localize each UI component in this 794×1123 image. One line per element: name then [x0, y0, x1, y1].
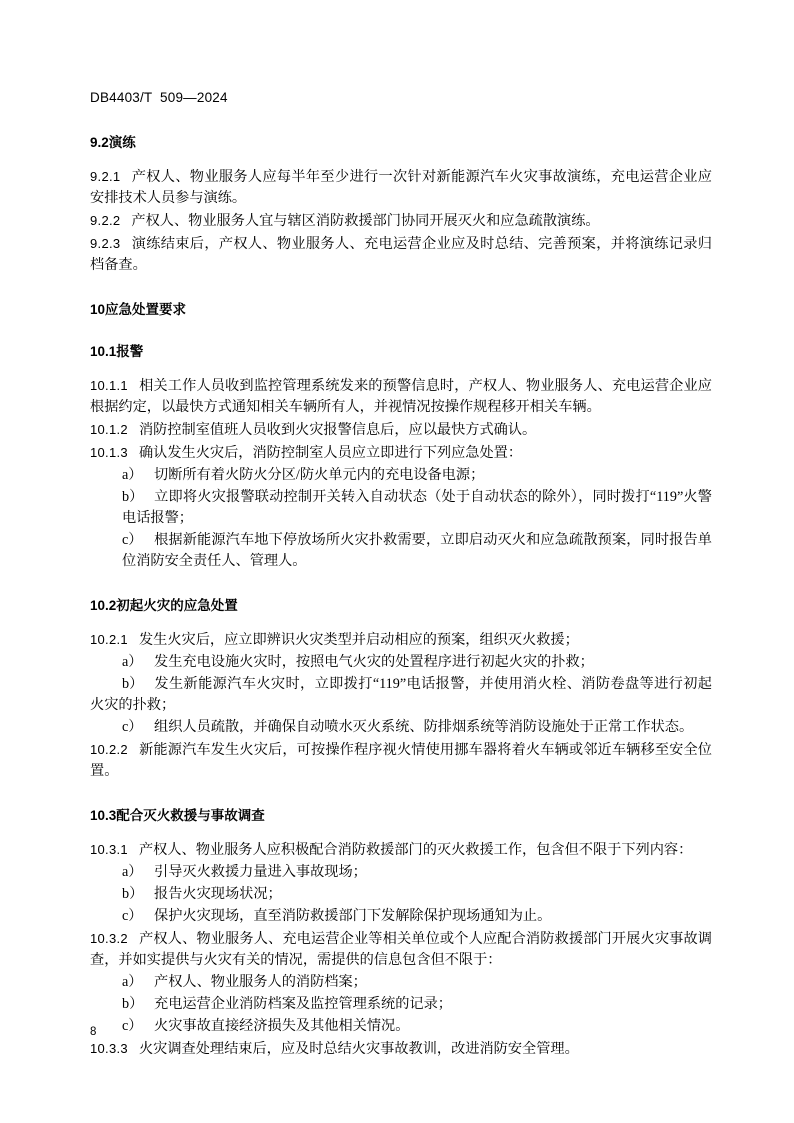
list-marker-a: a）	[122, 974, 143, 990]
list-marker-c: c）	[122, 1018, 143, 1034]
clause-9-2-2	[90, 210, 712, 232]
clause-10-3-2-text: 产权人、物业服务人、充电运营企业等相关单位或个人应配合消防救援部门开展火灾事故调查，并如实提供与火灾有关的情况，需提供的信息包含但不限于：	[90, 931, 712, 968]
clause-9-2-3-text: 演练结束后，产权人、物业服务人、充电运营企业应及时总结、完善预案，并将演练记录归档备查。	[90, 236, 712, 273]
clause-9-2-1	[90, 166, 712, 209]
clause-10-3-3-number: 10.3.3	[90, 1041, 128, 1056]
heading-10-2-number: 10.2	[90, 598, 117, 613]
clause-9-2-1-text: 产权人、物业服务人应每半年至少进行一次针对新能源汽车火灾事故演练，充电运营企业应安排技术人员参与演练。	[90, 169, 712, 206]
clause-10-1-2-text: 消防控制室值班人员收到火灾报警信息后，应以最快方式确认。	[138, 422, 537, 438]
list-item-text: 发生充电设施火灾时，按照电气火灾的处置程序进行初起火灾的扑救；	[154, 654, 594, 670]
list-marker-c: c）	[122, 908, 143, 924]
clause-10-3-3-text: 火灾调查处理结束后，应及时总结火灾事故教训，改进消防安全管理。	[138, 1041, 579, 1057]
clause-9-2-1-number: 9.2.1	[90, 169, 121, 184]
clause-10-2-2-number: 10.2.2	[90, 742, 128, 757]
clause-10-3-1	[90, 839, 712, 861]
clause-9-2-2-number: 9.2.2	[90, 213, 121, 228]
list-item-text: 保护火灾现场，直至消防救援部门下发解除保护现场通知为止。	[154, 908, 552, 924]
heading-10-3	[90, 804, 712, 824]
clause-10-3-2	[90, 928, 712, 971]
clause-10-1-1	[90, 375, 712, 418]
clause-10-1-3-number: 10.1.3	[90, 445, 128, 460]
list-item	[90, 717, 712, 738]
heading-10	[90, 298, 712, 318]
list-marker-c: c）	[122, 532, 143, 548]
list-item	[90, 487, 712, 529]
clause-10-1-2	[90, 419, 712, 441]
heading-10-2	[90, 594, 712, 614]
heading-10-1-number: 10.1	[90, 344, 117, 359]
heading-10-title: 应急处置要求	[105, 302, 187, 317]
page-number: 8	[90, 1026, 97, 1038]
clause-10-1-2-number: 10.1.2	[90, 422, 128, 437]
list-item	[90, 652, 712, 673]
document-header: DB4403/T 509—2024	[90, 90, 228, 105]
clause-9-2-2-text: 产权人、物业服务人宜与辖区消防救援部门协同开展灭火和应急疏散演练。	[131, 213, 600, 229]
list-marker-a: a）	[122, 654, 143, 670]
heading-10-number: 10	[90, 302, 106, 317]
list-item	[90, 906, 712, 927]
clause-10-1-3-text: 确认发生火灾后，消防控制室人员应立即进行下列应急处置：	[138, 445, 523, 461]
clause-10-1-3	[90, 442, 712, 464]
heading-9-2	[90, 131, 712, 151]
list-item	[90, 972, 712, 993]
clause-10-2-2-text: 新能源汽车发生火灾后，可按操作程序视火情使用挪车器将着火车辆或邻近车辆移至安全位置。	[90, 742, 712, 779]
list-marker-b: b）	[122, 886, 144, 902]
list-item	[90, 674, 712, 716]
list-item-text: 发生新能源汽车火灾时，立即拨打“119”电话报警，并使用消火栓、消防卷盘等进行初起火灾的扑救；	[90, 676, 712, 713]
list-item	[90, 862, 712, 883]
list-item-text: 引导灭火救援力量进入事故现场；	[154, 864, 367, 880]
heading-10-1	[90, 340, 712, 360]
list-item-text: 立即将火灾报警联动控制开关转入自动状态（处于自动状态的除外），同时拨打“119”火警电话报警；	[122, 489, 712, 526]
list-item	[90, 530, 712, 572]
list-item	[90, 1016, 712, 1037]
clause-10-2-1-number: 10.2.1	[90, 632, 128, 647]
clause-10-2-1	[90, 629, 712, 651]
list-item-text: 根据新能源汽车地下停放场所火灾扑救需要，立即启动灭火和应急疏散预案，同时报告单位消防安全责任人、管理人。	[122, 532, 712, 569]
heading-10-2-title: 初起火灾的应急处置	[116, 598, 238, 613]
list-item	[90, 884, 712, 905]
list-item-text: 产权人、物业服务人的消防档案；	[154, 974, 367, 990]
list-item-text: 切断所有着火防火分区/防火单元内的充电设备电源；	[154, 467, 485, 483]
list-marker-a: a）	[122, 864, 143, 880]
heading-9-2-title: 演练	[108, 135, 136, 150]
list-item	[90, 465, 712, 486]
list-marker-b: b）	[122, 996, 144, 1012]
clause-9-2-3	[90, 233, 712, 276]
list-item-text: 充电运营企业消防档案及监控管理系统的记录；	[154, 996, 452, 1012]
list-item-text: 火灾事故直接经济损失及其他相关情况。	[154, 1018, 410, 1034]
list-marker-b: b）	[122, 676, 144, 692]
list-item	[90, 994, 712, 1015]
clause-9-2-3-number: 9.2.3	[90, 236, 121, 251]
clause-10-3-1-number: 10.3.1	[90, 842, 128, 857]
list-item-text: 组织人员疏散，并确保自动喷水灭火系统、防排烟系统等消防设施处于正常工作状态。	[154, 719, 694, 735]
clause-10-2-1-text: 发生火灾后，应立即辨识火灾类型并启动相应的预案，组织灭火救援；	[138, 632, 579, 648]
clause-10-2-2	[90, 739, 712, 782]
clause-10-3-1-text: 产权人、物业服务人应积极配合消防救援部门的灭火救援工作，包含但不限于下列内容：	[138, 842, 693, 858]
heading-10-3-title: 配合灭火救援与事故调查	[116, 808, 265, 823]
list-item-text: 报告火灾现场状况；	[154, 886, 282, 902]
list-marker-a: a）	[122, 467, 143, 483]
heading-10-3-number: 10.3	[90, 808, 117, 823]
clause-10-3-3	[90, 1038, 712, 1060]
list-marker-b: b）	[122, 489, 144, 505]
clause-10-1-1-number: 10.1.1	[90, 378, 128, 393]
clause-10-3-2-number: 10.3.2	[90, 931, 128, 946]
list-marker-c: c）	[122, 719, 143, 735]
heading-10-1-title: 报警	[116, 344, 144, 359]
clause-10-1-1-text: 相关工作人员收到监控管理系统发来的预警信息时，产权人、物业服务人、充电运营企业应根据约定，以最快方式通知相关车辆所有人，并视情况按操作规程移开相关车辆。	[90, 378, 712, 415]
heading-9-2-number: 9.2	[90, 135, 109, 150]
page-content	[90, 90, 712, 1061]
